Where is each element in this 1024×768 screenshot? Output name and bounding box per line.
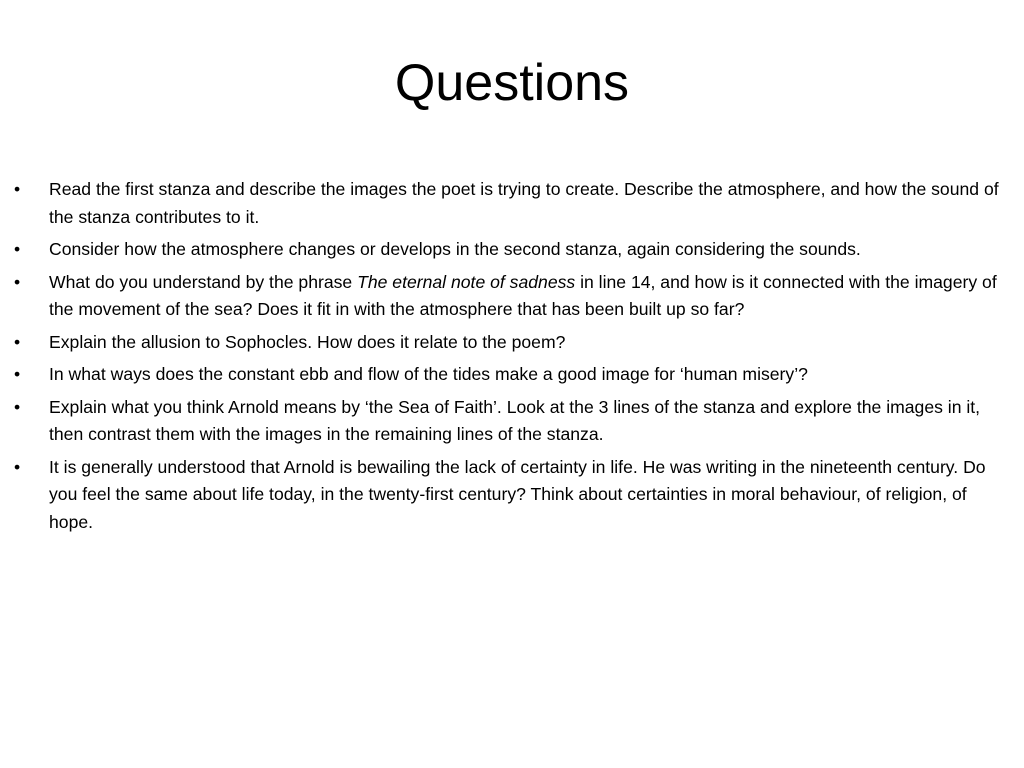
question-item [14, 176, 1014, 231]
question-item [14, 269, 1014, 324]
bullet-icon: • [14, 364, 21, 384]
question-item [14, 329, 1014, 357]
question-text-lead: What do you understand by the phrase [49, 271, 358, 292]
question-text [49, 272, 997, 320]
question-item [14, 454, 1014, 537]
question-text-tail: in line 14, and how is it connected with the imagery of the movement of the sea? Does it fit in with the atmosphere that has been built up so far? [49, 271, 997, 319]
question-text: Explain what you think Arnold means by ‘the Sea of Faith’. Look at the 3 lines of the stanza and explore the images in it, then contrast them with the images in the remaining lines of the stanza. [49, 396, 981, 444]
question-text: Explain the allusion to Sophocles. How does it relate to the poem? [49, 331, 566, 352]
slide-title: Questions [394, 54, 630, 112]
bullet-icon: • [14, 331, 21, 352]
question-text: In what ways does the constant ebb and flow of the tides make a good image for ‘human misery’? [49, 364, 808, 384]
bullet-icon: • [14, 396, 21, 417]
bullet-icon: • [14, 239, 21, 259]
question-item [14, 361, 1014, 389]
question-text: Read the first stanza and describe the images the poet is trying to create. Describe the atmosphere, and how the sound of the stanza contributes to it. [49, 179, 999, 227]
bullet-icon: • [14, 179, 21, 199]
question-text: Consider how the atmosphere changes or develops in the second stanza, again considering the sounds. [49, 239, 861, 259]
bullet-icon: • [14, 456, 21, 477]
question-item [14, 236, 1014, 264]
question-item [14, 394, 1014, 449]
bullet-icon: • [14, 271, 21, 292]
question-list [14, 176, 1014, 541]
quoted-phrase: The eternal note of sadness [357, 271, 576, 292]
question-text: It is generally understood that Arnold is bewailing the lack of certainty in life. He was writing in the nineteenth century. Do you feel the same about life today, in the twenty-first century? Think about certainties in moral behaviour, of religion, of hope. [49, 456, 986, 532]
